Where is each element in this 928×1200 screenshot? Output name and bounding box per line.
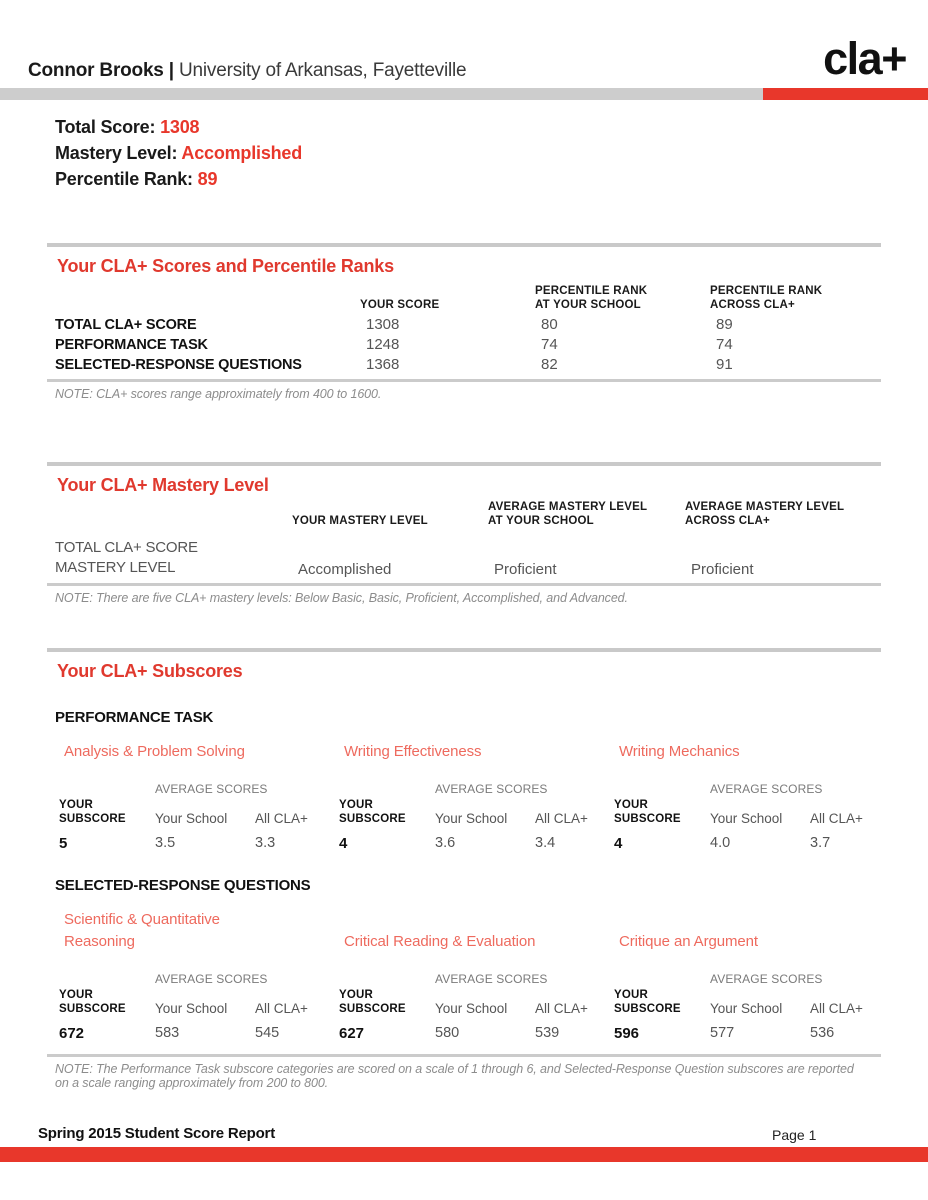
header-separator: | <box>168 60 174 81</box>
school-mastery-value: Proficient <box>494 561 557 578</box>
category-title: Scientific & Quantitative Reasoning <box>64 911 220 950</box>
percentile-rank-value: 89 <box>197 169 218 189</box>
scores-note: NOTE: CLA+ scores range approximately from 400 to 1600. <box>55 387 382 401</box>
footer-red-bar <box>0 1147 928 1162</box>
header-rule-gray <box>0 88 763 100</box>
table-row: PERFORMANCE TASK 1248 74 74 <box>55 336 733 353</box>
your-subscore-value: 5 <box>59 835 68 852</box>
col-your-mastery: YOUR MASTERY LEVEL <box>292 515 428 527</box>
school-avg-value: 3.6 <box>435 835 456 851</box>
subscore-block: AVERAGE SCORES YOUR SUBSCORE Your School All CLA+ 627 580 539 <box>335 972 610 1042</box>
col-your-score: YOUR SCORE <box>360 299 440 311</box>
subscore-block: AVERAGE SCORES YOUR SUBSCORE Your School All CLA+ 596 577 536 <box>610 972 890 1042</box>
mastery-table <box>47 500 881 578</box>
total-score-line <box>55 114 302 140</box>
header-rule-red <box>763 88 928 100</box>
pt-category-titles <box>47 741 881 763</box>
table-bottom-rule <box>47 1054 881 1057</box>
cla-avg-value: 3.3 <box>255 835 276 851</box>
col-cla-rank: PERCENTILE RANK ACROSS CLA+ <box>710 285 823 311</box>
subscores-section <box>47 648 881 1090</box>
your-subscore-value: 596 <box>614 1025 640 1042</box>
table-bottom-rule <box>47 379 881 382</box>
percentile-rank-label: Percentile Rank: <box>55 169 193 189</box>
mastery-note: NOTE: There are five CLA+ mastery levels: Below Basic, Basic, Proficient, Accomplished, and Advanced. <box>55 591 628 605</box>
footer-report-title: Spring 2015 Student Score Report <box>38 1125 275 1142</box>
selected-response-heading: SELECTED-RESPONSE QUESTIONS <box>55 877 311 894</box>
student-name: Connor Brooks <box>28 60 164 81</box>
performance-task-heading: PERFORMANCE TASK <box>55 709 214 726</box>
your-mastery-value: Accomplished <box>298 561 392 578</box>
cla-avg-value: 3.7 <box>810 835 831 851</box>
school-avg-value: 577 <box>710 1025 735 1041</box>
percentile-rank-line <box>55 166 302 192</box>
category-title: Analysis & Problem Solving <box>64 743 245 760</box>
subscores-section-title: Your CLA+ Subscores <box>57 661 243 681</box>
footer-page-number: Page 1 <box>772 1127 817 1143</box>
category-title: Writing Mechanics <box>619 743 740 760</box>
table-bottom-rule <box>47 583 881 586</box>
scores-table-header <box>55 284 881 312</box>
table-row: TOTAL CLA+ SCORE 1308 80 89 <box>55 316 733 333</box>
school-avg-value: 4.0 <box>710 835 731 851</box>
scores-section-title: Your CLA+ Scores and Percentile Ranks <box>57 256 394 276</box>
mastery-level-value: Accomplished <box>181 143 303 163</box>
section-divider-bar <box>47 243 881 247</box>
cla-avg-value: 539 <box>535 1025 560 1041</box>
col-school-mastery: AVERAGE MASTERY LEVEL AT YOUR SCHOOL <box>488 501 648 527</box>
mastery-level-label: Mastery Level: <box>55 143 178 163</box>
subscore-block: AVERAGE SCORES YOUR SUBSCORE Your School All CLA+ 672 583 545 <box>55 972 335 1042</box>
header-rule <box>0 88 928 100</box>
total-score-value: 1308 <box>160 117 200 137</box>
school-name: University of Arkansas, Fayetteville <box>179 60 467 81</box>
subscores-note: NOTE: The Performance Task subscore categories are scored on a scale of 1 through 6, and Selected-Response Question subscores are reported on a scale ranging approximately from 200 to 800. <box>55 1062 854 1090</box>
your-subscore-value: 4 <box>614 835 623 852</box>
mastery-row-label: TOTAL CLA+ SCORE MASTERY LEVEL <box>55 539 198 576</box>
section-divider-bar <box>47 462 881 466</box>
your-subscore-value: 4 <box>339 835 348 852</box>
cla-avg-value: 3.4 <box>535 835 556 851</box>
header-student-line <box>28 60 466 82</box>
section-divider-bar <box>47 648 881 652</box>
total-score-label: Total Score: <box>55 117 156 137</box>
your-subscore-value: 672 <box>59 1025 85 1042</box>
cla-avg-value: 545 <box>255 1025 280 1041</box>
cla-mastery-value: Proficient <box>691 561 754 578</box>
mastery-table-header <box>55 500 881 528</box>
cla-plus-logo: cla+ <box>823 33 906 84</box>
category-title: Critique an Argument <box>619 933 758 950</box>
score-summary <box>55 114 302 192</box>
mastery-section <box>47 462 881 605</box>
pt-subscore-tables <box>47 782 881 852</box>
col-school-rank: PERCENTILE RANK AT YOUR SCHOOL <box>535 285 648 311</box>
mastery-section-title: Your CLA+ Mastery Level <box>57 475 269 495</box>
mastery-level-line <box>55 140 302 166</box>
table-row: SELECTED-RESPONSE QUESTIONS 1368 82 91 <box>55 356 733 373</box>
subscore-block: AVERAGE SCORES YOUR SUBSCORE Your School All CLA+ 4 3.6 3.4 <box>335 782 610 852</box>
your-subscore-value: 627 <box>339 1025 365 1042</box>
school-avg-value: 580 <box>435 1025 460 1041</box>
school-avg-value: 583 <box>155 1025 180 1041</box>
subscore-block: AVERAGE SCORES YOUR SUBSCORE Your School All CLA+ 5 3.5 3.3 <box>55 782 335 852</box>
mastery-table-row <box>55 538 881 578</box>
scores-section <box>47 243 881 401</box>
srq-subscore-tables <box>47 972 881 1042</box>
cla-avg-value: 536 <box>810 1025 835 1041</box>
srq-category-titles <box>47 909 881 953</box>
category-title: Writing Effectiveness <box>344 743 482 760</box>
col-cla-mastery: AVERAGE MASTERY LEVEL ACROSS CLA+ <box>685 501 845 527</box>
subscore-block: AVERAGE SCORES YOUR SUBSCORE Your School All CLA+ 4 4.0 3.7 <box>610 782 890 852</box>
school-avg-value: 3.5 <box>155 835 176 851</box>
category-title: Critical Reading & Evaluation <box>344 933 536 950</box>
scores-table <box>47 284 881 375</box>
